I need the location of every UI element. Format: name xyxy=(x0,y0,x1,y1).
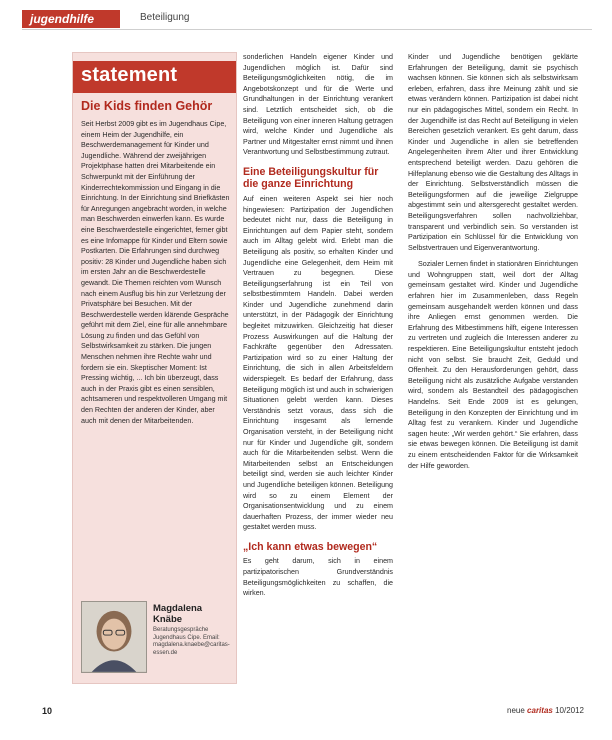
section-subtitle: Beteiligung xyxy=(140,12,190,23)
statement-sidebar xyxy=(72,52,237,684)
author-name: Magdalena Knäbe xyxy=(153,603,203,625)
sidebar-headline: Die Kids finden Gehör xyxy=(81,99,213,113)
page-header xyxy=(22,10,592,28)
statement-band xyxy=(73,61,236,93)
page-number: 10 xyxy=(42,706,53,716)
article-column-2 xyxy=(408,52,578,697)
article-column-1 xyxy=(243,52,393,697)
magazine-name: caritas xyxy=(527,706,553,715)
author-box xyxy=(81,601,233,679)
sidebar-body: Seit Herbst 2009 gibt es im Jugendhaus Cipe, einem Heim der Jugendhilfe, ein Beschwerdemanagement für Kinder und Jugendliche. Während der zweijährigen Projektphase hatten drei Mitarbeitende ein Schwerpunkt mit der Einführung der Kinderrechtekommission und Eingang in die Einrichtung. In der Einrichtung sind Briefkästen für Anregungen angebracht worden, in welche man Beschwerden einwerfen kann. Es wurde eine Beschwerdestelle eingerichtet, ferner gibt es eine Infomappe für Kinder und Eltern sowie Postkarten. Die Erfahrungen sind durchweg positiv: 28 Kinder und Jugendliche haben sich im ersten Jahr an die Beschwerdestelle gewandt. Die Themen reichten vom Wunsch nach einem Ausflug bis hin zur Verletzung der Privatsphäre bei Besuchen. Mit der Beschwerdestelle werden klärende Gespräche geführt mit dem Ziel, eine für alle annehmbare Lösung zu finden und das Gefühl von Selbstwirksamkeit zu stärken. Die jungen Menschen nehmen ihre Rechte wahr und fordern sie ein. Skeptischer Moment: Ist Pressing wichtig, ... Ich bin überzeugt, dass auch in der Praxis gibt es einen sensiblen, achtsameren und respektvolleren Umgang mit den Rechten der anderen der Kinder, aber auch mit denen der Mitarbeitenden. xyxy=(81,120,230,425)
publication-prefix: neue xyxy=(507,706,525,715)
author-portrait-icon xyxy=(82,602,146,672)
page-footer xyxy=(22,706,592,720)
publication-line xyxy=(507,706,584,715)
statement-label: statement xyxy=(81,64,178,86)
col2-body: Kinder und Jugendliche benötigen geklärte Erfahrungen der Beteiligung, damit sie psychisch wachsen können. Sie können sich als selbstwirksam erleben, erfahren, dass ihre Meinung zählt und sie etwas verändern können. Partizipation ist dabei nicht nur ein pädagogisches Mittel, sondern ein Recht. In der Jugendhilfe ist das Recht auf Beteiligung in vielen Bereichen gesetzlich verankert. Es geht darum, dass Kinder und Jugendliche in allen sie betreffenden Angelegenheiten ihrem Alter und ihrer Entwicklung entsprechend beteiligt werden. Dazu gehören die Hilfeplanung ebenso wie die Gestaltung des Alltags in der Einrichtung. Selbstverständlich müssen die Beteiligungsformen auf die jeweilige Zielgruppe abgestimmt sein und altersgerecht gestaltet werden. Beteiligungsverfahren sollen nachvollziehbar, transparent und verbindlich sein. So verstanden ist Partizipation ein Schlüssel für die Entwicklung von Selbstvertrauen und Eigenverantwortung. xyxy=(408,53,578,252)
col1-body: Auf einen weiteren Aspekt sei hier noch hingewiesen: Partizipation der Jugendlichen bedeutet nicht nur, dass die Beteiligung in Einrichtungen auf dem Papier steht, sondern auch im Alltag gelebt wird. Erlebt man die Beteiligung als positiv, so erhalten Kinder und Jugendliche eine Gelegenheit, dem Heim mit Vertrauen zu begegnen. Diese Beteiligungserfahrung ist ein Teil von selbstbestimmtem Handeln. Dabei werden Kinder und Jugendliche zunehmend darin unterstützt, in der Pädagogik der Einrichtung begleitet mitzuwirken. Gleichzeitig hat dieser Prozess Auswirkungen auf die Haltung der Fachkräfte gegenüber den Adressaten. Partizipation wird so zu einer Haltung der Einrichtung, die sich in allen Arbeitsfeldern widerspiegelt. Es bedarf der Erfahrung, dass Beteiligung möglich ist und auch in schwierigen Situationen gelebt werden kann. Dieses Verständnis setzt voraus, dass sich die Einrichtung insgesamt als lernende Organisation versteht, in der Beteiligung nicht nur für Kinder und Jugendliche gilt, sondern auch für die Mitarbeitenden selbst. Wenn die Mitarbeitenden selbst an Entscheidungen beteiligt sind, werden sie auch leichter Kinder und Jugendliche beteiligen können. Beteiligung wird so zu einem Element der Organisationsentwicklung und zu einem dauerhaften Prozess, der immer wieder neu gestaltet werden muss. xyxy=(243,194,393,532)
col2-body-2: Sozialer Lernen findet in stationären Einrichtungen und Wohngruppen statt, weil dort der Alltag gemeinsam gestaltet wird. Kinder und Jugendliche erfahren hier im Zusammenleben, dass Regeln gemeinsam ausgehandelt werden können und dass ihre Anliegen ernst genommen werden. Die Erfahrung des Mitbestimmens hilft, eigene Interessen zu vertreten und zugleich die Interessen anderer zu respektieren. Eine Beteiligungskultur entsteht jedoch nicht von selbst. Sie braucht Zeit, Geduld und Offenheit. Zu den Herausforderungen gehört, dass Beteiligung nicht als zusätzliche Aufgabe verstanden wird, sondern als Bestandteil des pädagogischen Handelns. Seit Ende 2009 ist es gelungen, Beteiligung in den Konzepten der Einrichtung und im Alltag fest zu verankern. Kinder und Jugendliche sagen heute: „Wir werden gehört.“ Sie erfahren, dass sie etwas bewegen können. Die Beteiligung ist damit zu einem entscheidenden Faktor für die Wirksamkeit der Hilfe geworden. xyxy=(408,260,578,470)
col1-subhead: Eine Beteiligungskultur für die ganze Einrichtung xyxy=(243,165,379,191)
col1-intro: sonderlichen Handeln eigener Kinder und Jugendlichen möglich ist. Dafür sind Beteiligungsmöglichkeiten nötig, die im Angebotskonzept und für die Werte und Grundhaltungen in der Einrichtung verankert sind. Letztlich entscheidet sich, ob die Beteiligung von einer inneren Haltung getragen wird, welche Kinder und Jugendliche als Partner und Mitgestalter ernst nimmt und ihnen Verantwortung und Selbstbestimmung zutraut. xyxy=(243,53,393,157)
header-divider xyxy=(22,29,592,30)
author-photo xyxy=(81,601,147,673)
col1-body-2: Es geht darum, sich in einem partizipatorischen Grundverständnis Beteiligungsmöglichkeiten zu schaffen, die wirken. xyxy=(243,557,393,598)
issue-number: 10/2012 xyxy=(555,706,584,715)
col1-subhead-2: „Ich kann etwas bewegen“ xyxy=(243,540,378,553)
author-bio: Beratungsgespräche Jugendhaus Cipe. Email: magdalena.knaebe@caritas-essen.de xyxy=(153,627,230,656)
section-tag: jugendhilfe xyxy=(22,10,120,28)
